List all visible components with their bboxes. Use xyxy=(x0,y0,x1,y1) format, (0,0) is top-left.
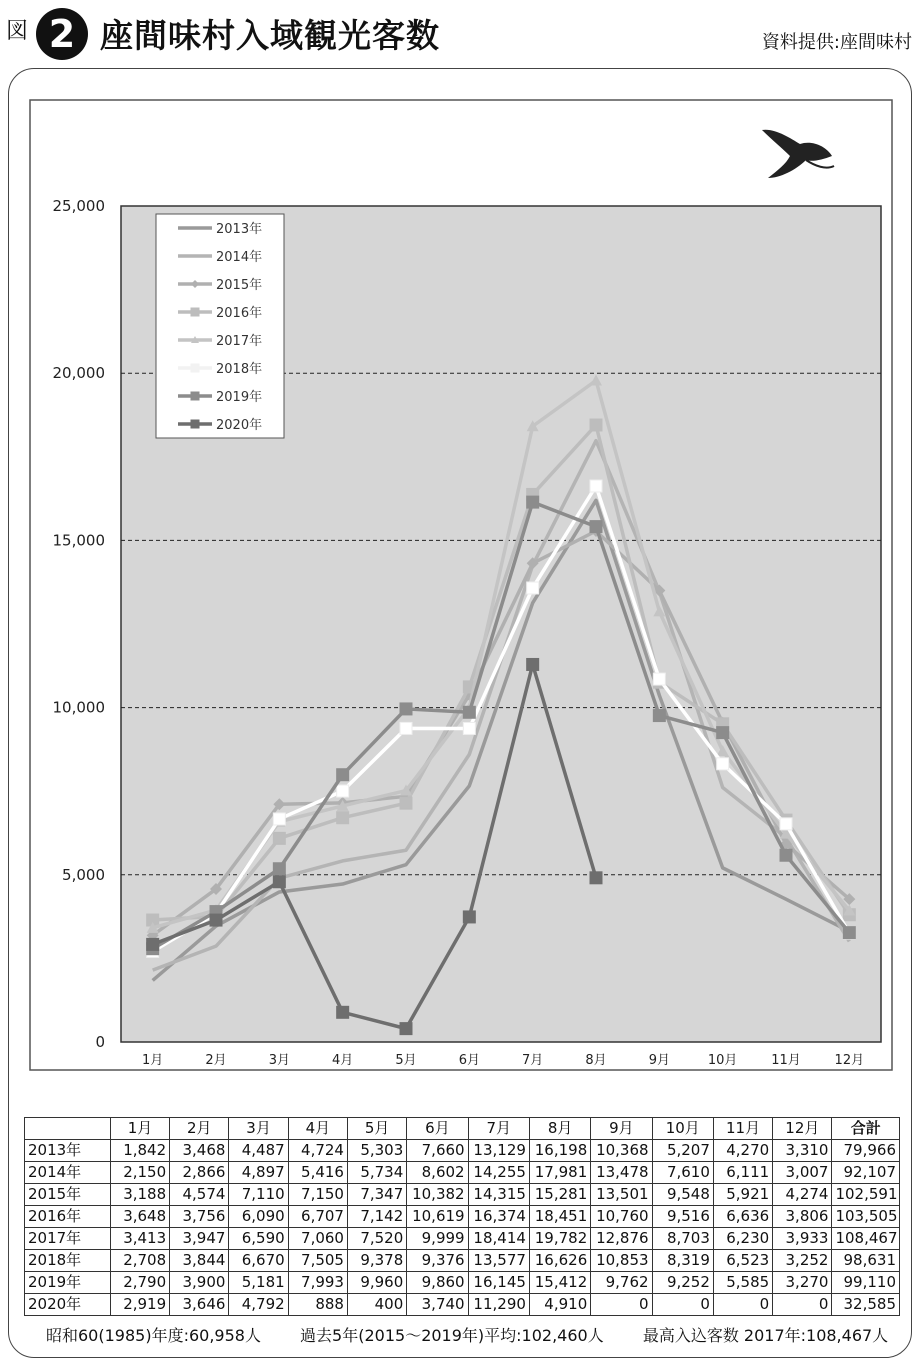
table-cell: 6,523 xyxy=(713,1250,772,1272)
data-point xyxy=(590,419,602,431)
legend-marker xyxy=(191,392,199,400)
table-cell: 103,505 xyxy=(832,1206,900,1228)
table-cell: 92,107 xyxy=(832,1162,900,1184)
table-cell: 8,602 xyxy=(407,1162,468,1184)
table-cell: 9,516 xyxy=(652,1206,713,1228)
row-header: 2015年 xyxy=(25,1184,111,1206)
table-cell: 6,636 xyxy=(713,1206,772,1228)
table-cell: 13,501 xyxy=(591,1184,652,1206)
table-cell: 79,966 xyxy=(832,1140,900,1162)
table-cell: 2,919 xyxy=(110,1294,169,1316)
table-cell: 5,303 xyxy=(347,1140,406,1162)
table-cell: 108,467 xyxy=(832,1228,900,1250)
table-row xyxy=(25,1294,900,1316)
table-cell: 15,412 xyxy=(529,1272,590,1294)
page-title: 座間味村入域観光客数 xyxy=(100,16,440,55)
table-cell: 4,897 xyxy=(229,1162,288,1184)
y-tick-label: 5,000 xyxy=(62,865,105,884)
row-header: 2016年 xyxy=(25,1206,111,1228)
visitor-table-container xyxy=(24,1117,900,1316)
table-cell: 3,310 xyxy=(773,1140,832,1162)
table-cell: 9,999 xyxy=(407,1228,468,1250)
table-cell: 9,860 xyxy=(407,1272,468,1294)
table-cell: 13,478 xyxy=(591,1162,652,1184)
data-point xyxy=(590,480,602,492)
table-cell: 10,382 xyxy=(407,1184,468,1206)
table-cell: 2,866 xyxy=(170,1162,229,1184)
footnote-showa: 昭和60(1985)年度:60,958人 xyxy=(46,1326,261,1345)
data-point xyxy=(210,914,222,926)
column-header: 8月 xyxy=(529,1118,590,1140)
table-cell: 8,319 xyxy=(652,1250,713,1272)
table-cell: 18,451 xyxy=(529,1206,590,1228)
y-tick-label: 10,000 xyxy=(52,698,105,717)
footnote xyxy=(46,1323,922,1346)
data-point xyxy=(337,785,349,797)
table-cell: 102,591 xyxy=(832,1184,900,1206)
legend-marker xyxy=(191,308,199,316)
table-cell: 16,198 xyxy=(529,1140,590,1162)
data-point xyxy=(653,710,665,722)
table-cell: 4,487 xyxy=(229,1140,288,1162)
table-cell: 99,110 xyxy=(832,1272,900,1294)
table-cell: 2,708 xyxy=(110,1250,169,1272)
y-tick-label: 25,000 xyxy=(52,197,105,215)
table-cell: 13,577 xyxy=(468,1250,529,1272)
table-cell: 888 xyxy=(288,1294,347,1316)
column-header: 3月 xyxy=(229,1118,288,1140)
table-cell: 9,376 xyxy=(407,1250,468,1272)
table-cell: 98,631 xyxy=(832,1250,900,1272)
table-cell: 7,110 xyxy=(229,1184,288,1206)
table-cell: 14,315 xyxy=(468,1184,529,1206)
row-header: 2017年 xyxy=(25,1228,111,1250)
data-point xyxy=(843,927,855,939)
legend-label: 2016年 xyxy=(216,306,263,321)
table-cell: 0 xyxy=(713,1294,772,1316)
table-cell: 3,413 xyxy=(110,1228,169,1250)
table-row xyxy=(25,1250,900,1272)
table-cell: 5,734 xyxy=(347,1162,406,1184)
table-cell: 5,207 xyxy=(652,1140,713,1162)
table-cell: 10,619 xyxy=(407,1206,468,1228)
x-tick-label: 5月 xyxy=(395,1053,417,1068)
data-point xyxy=(527,658,539,670)
table-cell: 14,255 xyxy=(468,1162,529,1184)
table-cell: 13,129 xyxy=(468,1140,529,1162)
table-cell: 0 xyxy=(652,1294,713,1316)
column-header: 合計 xyxy=(832,1118,900,1140)
table-row xyxy=(25,1140,900,1162)
figure-number: 2 xyxy=(36,8,88,60)
legend-label: 2015年 xyxy=(216,278,263,293)
x-tick-label: 6月 xyxy=(458,1053,480,1068)
x-tick-label: 8月 xyxy=(585,1053,607,1068)
legend-label: 2020年 xyxy=(216,418,263,433)
data-point xyxy=(527,496,539,508)
table-cell: 3,933 xyxy=(773,1228,832,1250)
table-cell: 3,648 xyxy=(110,1206,169,1228)
table-cell: 7,520 xyxy=(347,1228,406,1250)
data-point xyxy=(717,727,729,739)
table-cell: 6,090 xyxy=(229,1206,288,1228)
data-point xyxy=(780,849,792,861)
row-header: 2014年 xyxy=(25,1162,111,1184)
table-cell: 11,290 xyxy=(468,1294,529,1316)
table-cell: 4,910 xyxy=(529,1294,590,1316)
x-tick-label: 12月 xyxy=(834,1053,865,1068)
data-point xyxy=(463,722,475,734)
table-header-row xyxy=(25,1118,900,1140)
column-header: 2月 xyxy=(170,1118,229,1140)
data-point xyxy=(463,911,475,923)
table-cell: 6,590 xyxy=(229,1228,288,1250)
legend-marker xyxy=(191,420,199,428)
column-header: 12月 xyxy=(773,1118,832,1140)
data-point xyxy=(337,1006,349,1018)
legend-label: 2018年 xyxy=(216,362,263,377)
table-cell: 6,230 xyxy=(713,1228,772,1250)
column-header: 7月 xyxy=(468,1118,529,1140)
table-cell: 3,188 xyxy=(110,1184,169,1206)
data-point xyxy=(590,872,602,884)
table-cell: 10,853 xyxy=(591,1250,652,1272)
table-cell: 17,981 xyxy=(529,1162,590,1184)
table-cell: 2,150 xyxy=(110,1162,169,1184)
table-cell: 7,993 xyxy=(288,1272,347,1294)
data-point xyxy=(527,582,539,594)
table-cell: 4,792 xyxy=(229,1294,288,1316)
row-header: 2013年 xyxy=(25,1140,111,1162)
table-cell: 9,378 xyxy=(347,1250,406,1272)
table-cell: 16,626 xyxy=(529,1250,590,1272)
data-point xyxy=(273,832,285,844)
row-header: 2019年 xyxy=(25,1272,111,1294)
data-point xyxy=(463,706,475,718)
legend xyxy=(156,214,284,438)
table-cell: 6,670 xyxy=(229,1250,288,1272)
data-point xyxy=(653,673,665,685)
x-tick-label: 1月 xyxy=(142,1053,164,1068)
table-cell: 3,646 xyxy=(170,1294,229,1316)
row-header: 2018年 xyxy=(25,1250,111,1272)
column-header: 4月 xyxy=(288,1118,347,1140)
source-credit: 資料提供:座間味村 xyxy=(761,32,912,53)
column-header: 1月 xyxy=(110,1118,169,1140)
column-header xyxy=(25,1118,111,1140)
figure-label: 図 xyxy=(6,19,29,44)
column-header: 5月 xyxy=(347,1118,406,1140)
table-cell: 10,368 xyxy=(591,1140,652,1162)
table-row xyxy=(25,1228,900,1250)
table-cell: 4,574 xyxy=(170,1184,229,1206)
legend-label: 2017年 xyxy=(216,334,263,349)
legend-label: 2019年 xyxy=(216,390,263,405)
x-tick-label: 9月 xyxy=(648,1053,670,1068)
table-cell: 2,790 xyxy=(110,1272,169,1294)
table-cell: 3,740 xyxy=(407,1294,468,1316)
data-point xyxy=(780,818,792,830)
table-row xyxy=(25,1272,900,1294)
table-cell: 6,111 xyxy=(713,1162,772,1184)
table-row xyxy=(25,1162,900,1184)
table-cell: 16,145 xyxy=(468,1272,529,1294)
table-cell: 7,660 xyxy=(407,1140,468,1162)
data-point xyxy=(337,769,349,781)
table-cell: 10,760 xyxy=(591,1206,652,1228)
data-point xyxy=(400,797,412,809)
table-cell: 5,181 xyxy=(229,1272,288,1294)
column-header: 10月 xyxy=(652,1118,713,1140)
table-cell: 9,252 xyxy=(652,1272,713,1294)
table-cell: 400 xyxy=(347,1294,406,1316)
x-tick-label: 3月 xyxy=(268,1053,290,1068)
table-cell: 8,703 xyxy=(652,1228,713,1250)
table-cell: 3,947 xyxy=(170,1228,229,1250)
table-cell: 1,842 xyxy=(110,1140,169,1162)
row-header: 2020年 xyxy=(25,1294,111,1316)
y-tick-label: 0 xyxy=(95,1033,105,1051)
data-point xyxy=(147,938,159,950)
table-cell: 3,900 xyxy=(170,1272,229,1294)
table-cell: 3,844 xyxy=(170,1250,229,1272)
table-cell: 9,960 xyxy=(347,1272,406,1294)
data-point xyxy=(273,813,285,825)
table-cell: 7,610 xyxy=(652,1162,713,1184)
table-cell: 3,252 xyxy=(773,1250,832,1272)
table-cell: 16,374 xyxy=(468,1206,529,1228)
data-point xyxy=(400,703,412,715)
table-cell: 3,270 xyxy=(773,1272,832,1294)
table-cell: 0 xyxy=(591,1294,652,1316)
column-header: 11月 xyxy=(713,1118,772,1140)
x-tick-label: 2月 xyxy=(205,1053,227,1068)
visitor-table xyxy=(24,1117,900,1316)
table-cell: 7,142 xyxy=(347,1206,406,1228)
table-cell: 7,505 xyxy=(288,1250,347,1272)
table-row xyxy=(25,1184,900,1206)
table-cell: 19,782 xyxy=(529,1228,590,1250)
x-tick-label: 11月 xyxy=(771,1053,801,1068)
table-cell: 32,585 xyxy=(832,1294,900,1316)
x-tick-label: 4月 xyxy=(332,1053,354,1068)
table-cell: 9,762 xyxy=(591,1272,652,1294)
table-cell: 7,060 xyxy=(288,1228,347,1250)
table-cell: 5,585 xyxy=(713,1272,772,1294)
table-cell: 7,150 xyxy=(288,1184,347,1206)
footnote-average: 過去5年(2015〜2019年)平均:102,460人 xyxy=(300,1326,604,1345)
table-row xyxy=(25,1206,900,1228)
table-cell: 0 xyxy=(773,1294,832,1316)
column-header: 9月 xyxy=(591,1118,652,1140)
table-cell: 18,414 xyxy=(468,1228,529,1250)
table-cell: 3,756 xyxy=(170,1206,229,1228)
x-tick-label: 10月 xyxy=(707,1053,738,1068)
table-cell: 12,876 xyxy=(591,1228,652,1250)
table-cell: 4,270 xyxy=(713,1140,772,1162)
table-cell: 3,468 xyxy=(170,1140,229,1162)
data-point xyxy=(337,812,349,824)
table-cell: 5,921 xyxy=(713,1184,772,1206)
column-header: 6月 xyxy=(407,1118,468,1140)
data-point xyxy=(717,758,729,770)
legend-label: 2014年 xyxy=(216,250,263,265)
table-cell: 6,707 xyxy=(288,1206,347,1228)
y-tick-label: 20,000 xyxy=(52,364,105,383)
table-cell: 5,416 xyxy=(288,1162,347,1184)
table-cell: 15,281 xyxy=(529,1184,590,1206)
data-point xyxy=(400,722,412,734)
data-point xyxy=(273,876,285,888)
footnote-record: 最高入込客数 2017年:108,467人 xyxy=(642,1326,889,1345)
data-point xyxy=(400,1023,412,1035)
legend-marker xyxy=(191,364,199,372)
table-cell: 4,724 xyxy=(288,1140,347,1162)
table-cell: 3,007 xyxy=(773,1162,832,1184)
data-point xyxy=(590,521,602,533)
table-cell: 3,806 xyxy=(773,1206,832,1228)
y-tick-label: 15,000 xyxy=(52,531,105,550)
table-cell: 9,548 xyxy=(652,1184,713,1206)
legend-label: 2013年 xyxy=(216,222,263,237)
table-cell: 7,347 xyxy=(347,1184,406,1206)
data-point xyxy=(273,863,285,875)
x-tick-label: 7月 xyxy=(522,1053,544,1068)
table-cell: 4,274 xyxy=(773,1184,832,1206)
